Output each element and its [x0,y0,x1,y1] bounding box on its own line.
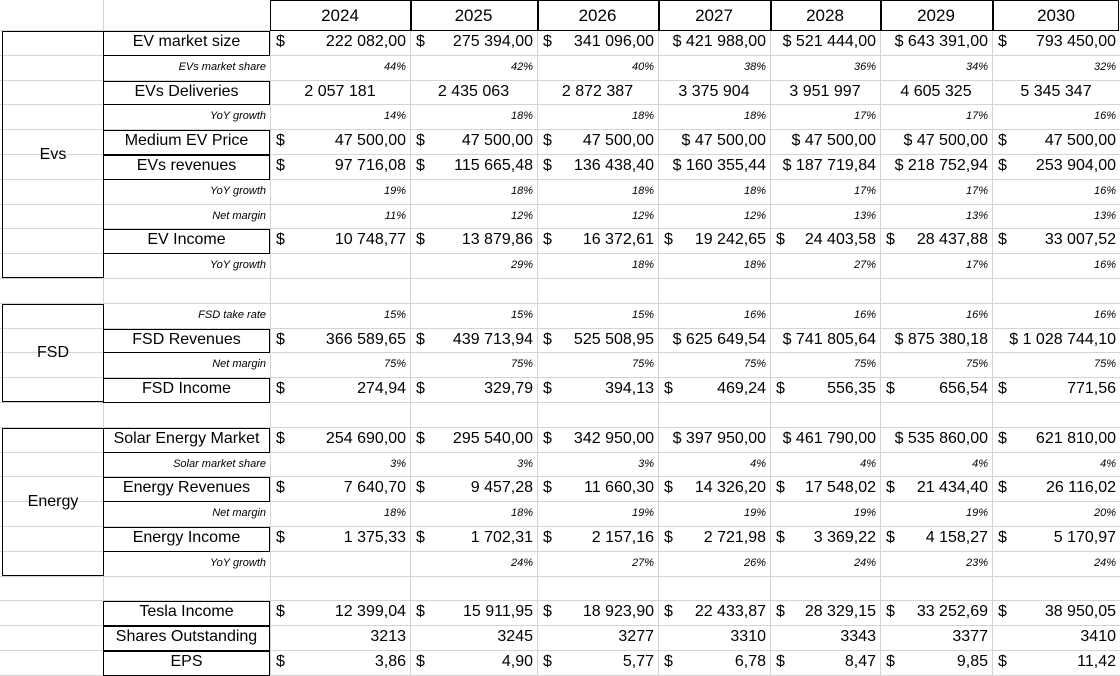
cell-energy_income-2027: 2 721,98 [703,529,766,546]
dollar-sign: $ [886,380,895,398]
cell-fsd_net_margin-2025: 75% [510,358,533,371]
year-2030: 2030 [1037,6,1075,25]
cell-fsd_net_margin-2027: 75% [743,358,766,371]
row-label-fsd_revenues: FSD Revenues [132,330,241,348]
dollar-sign: $ [998,132,1007,150]
cell-evs_market_share-2027: 38% [743,60,766,73]
cell-evs_net_margin-2029: 13% [965,209,988,222]
dollar-sign: $ [543,380,552,398]
year-2026: 2026 [578,6,617,25]
row-label-evs_yoy_1: YoY growth [209,110,266,123]
cell-energy_revenues-2026: 11 660,30 [584,479,654,497]
cell-evs_yoy_2-2026: 18% [631,184,654,197]
cell-energy_yoy-2029: 23% [965,556,988,569]
cell-solar_market_share-2027: 4% [750,457,766,470]
cell-shares_outstanding-2028: 3343 [840,628,876,646]
cell-solar_energy_market-2024: 254 690,00 [325,429,406,447]
cell-fsd_net_margin-2028: 75% [853,358,876,371]
cell-evs_revenues-2028: $ 187 719,84 [782,157,876,174]
dollar-sign: $ [776,529,785,546]
cell-ev_market_size-2026: 341 096,00 [573,33,654,50]
cell-ev_income_yoy-2027: 18% [743,259,766,272]
row-label-evs_net_margin: Net margin [212,209,266,222]
cell-solar_market_share-2029: 4% [972,457,988,470]
cell-evs_market_share-2024: 44% [383,60,406,73]
cell-fsd_income-2029: 656,54 [939,380,988,398]
cell-evs_yoy_1-2027: 18% [743,110,766,123]
cell-evs_yoy_1-2028: 17% [853,110,876,123]
cell-evs_deliveries-2030: 5 345 347 [1020,82,1092,100]
dollar-sign: $ [276,157,285,174]
dollar-sign: $ [776,231,785,249]
cell-energy_net_margin-2027: 19% [743,507,766,520]
cell-energy_income-2026: 2 157,16 [591,529,654,546]
cell-shares_outstanding-2030: 3410 [1080,628,1116,646]
cell-evs_revenues-2026: 136 438,40 [573,157,654,174]
year-divider [537,0,539,31]
row-label-energy_income: Energy Income [132,529,241,546]
dollar-sign: $ [998,157,1007,174]
dollar-sign: $ [416,603,425,621]
row-label-energy_net_margin: Net margin [212,507,266,520]
cell-energy_yoy-2030: 24% [1093,556,1116,569]
dollar-sign: $ [416,231,425,249]
cell-fsd_net_margin-2024: 75% [383,358,406,371]
dollar-sign: $ [276,479,285,497]
cell-eps-2027: 6,78 [734,653,766,670]
cell-shares_outstanding-2027: 3310 [730,628,766,646]
dollar-sign: $ [886,603,895,621]
cell-evs_net_margin-2027: 12% [743,209,766,222]
year-divider [880,0,882,31]
year-divider [992,0,994,31]
cell-eps-2026: 5,77 [622,653,654,670]
dollar-sign: $ [998,380,1007,398]
cell-evs_deliveries-2028: 3 951 997 [789,82,861,100]
dollar-sign: $ [886,231,895,249]
cell-evs_revenues-2024: 97 716,08 [334,157,406,174]
cell-energy_income-2028: 3 369,22 [813,529,876,546]
cell-ev_income-2026: 16 372,61 [582,231,654,249]
cell-ev_market_size-2030: 793 450,00 [1035,33,1116,50]
dollar-sign: $ [543,529,552,546]
cell-evs_yoy_2-2025: 18% [510,184,533,197]
cell-energy_yoy-2028: 24% [853,556,876,569]
cell-fsd_revenues-2028: $ 741 805,64 [782,330,876,348]
cell-evs_yoy_2-2029: 17% [965,184,988,197]
cell-evs_net_margin-2030: 13% [1093,209,1116,222]
cell-fsd_revenues-2024: 366 589,65 [325,330,406,348]
row-label-ev_income: EV Income [147,231,226,249]
cell-ev_market_size-2029: $ 643 391,00 [894,33,988,50]
cell-medium_ev_price-2026: 47 500,00 [582,132,654,150]
cell-ev_income_yoy-2024 [270,253,410,278]
cell-energy_net_margin-2029: 19% [965,507,988,520]
cell-evs_yoy_1-2026: 18% [631,110,654,123]
row-label-energy_yoy: YoY growth [209,556,266,569]
cell-ev_market_size-2027: $ 421 988,00 [672,33,766,50]
dollar-sign: $ [543,653,552,670]
year-divider [658,0,660,31]
cell-ev_income_yoy-2026: 18% [631,259,654,272]
dollar-sign: $ [998,429,1007,447]
cell-evs_revenues-2030: 253 904,00 [1035,157,1116,174]
row-label-fsd_take_rate: FSD take rate [198,308,266,321]
row-label-solar_market_share: Solar market share [173,457,266,470]
cell-ev_market_size-2028: $ 521 444,00 [782,33,876,50]
cell-fsd_revenues-2030: $ 1 028 744,10 [1009,330,1116,348]
row-label-evs_yoy_2: YoY growth [209,184,266,197]
cell-ev_income_yoy-2028: 27% [853,259,876,272]
cell-solar_market_share-2026: 3% [638,457,654,470]
cell-tesla_income-2030: 38 950,05 [1044,603,1116,621]
cell-fsd_take_rate-2030: 16% [1093,308,1116,321]
row-label-shares_outstanding: Shares Outstanding [115,628,258,646]
cell-ev_income-2025: 13 879,86 [461,231,533,249]
dollar-sign: $ [543,429,552,447]
cell-energy_yoy-2026: 27% [631,556,654,569]
dollar-sign: $ [664,231,673,249]
cell-fsd_revenues-2029: $ 875 380,18 [894,330,988,348]
cell-evs_deliveries-2025: 2 435 063 [437,82,510,100]
cell-tesla_income-2029: 33 252,69 [916,603,988,621]
dollar-sign: $ [416,429,425,447]
row-label-tesla_income: Tesla Income [139,603,234,621]
row-label-ev_market_size: EV market size [132,33,241,50]
cell-medium_ev_price-2027: $ 47 500,00 [681,132,766,150]
year-2027: 2027 [695,6,733,25]
cell-fsd_income-2030: 771,56 [1067,380,1116,398]
dollar-sign: $ [886,479,895,497]
cell-evs_yoy_1-2025: 18% [510,110,533,123]
dollar-sign: $ [998,529,1007,546]
dollar-sign: $ [776,479,785,497]
cell-evs_market_share-2029: 34% [965,60,988,73]
cell-shares_outstanding-2024: 3213 [370,628,406,646]
dollar-sign: $ [998,231,1007,249]
cell-solar_market_share-2024: 3% [390,457,406,470]
cell-evs_deliveries-2026: 2 872 387 [561,82,634,100]
row-label-medium_ev_price: Medium EV Price [124,132,249,150]
cell-eps-2025: 4,90 [501,653,533,670]
row-label-ev_income_yoy: YoY growth [209,259,266,272]
cell-energy_income-2030: 5 170,97 [1053,529,1116,546]
dollar-sign: $ [416,529,425,546]
row-label-solar_energy_market: Solar Energy Market [113,429,260,447]
dollar-sign: $ [998,479,1007,497]
dollar-sign: $ [416,132,425,150]
cell-medium_ev_price-2025: 47 500,00 [461,132,533,150]
cell-energy_revenues-2028: 17 548,02 [804,479,876,497]
cell-medium_ev_price-2024: 47 500,00 [334,132,406,150]
dollar-sign: $ [998,653,1007,670]
dollar-sign: $ [664,603,673,621]
cell-fsd_revenues-2025: 439 713,94 [452,330,533,348]
cell-energy_yoy-2027: 26% [743,556,766,569]
cell-energy_revenues-2030: 26 116,02 [1046,479,1116,497]
cell-energy_net_margin-2030: 20% [1093,507,1116,520]
cell-evs_revenues-2029: $ 218 752,94 [894,157,988,174]
dollar-sign: $ [416,653,425,670]
year-2028: 2028 [806,6,844,25]
cell-evs_revenues-2027: $ 160 355,44 [672,157,766,174]
cell-evs_yoy_1-2030: 16% [1093,110,1116,123]
cell-energy_net_margin-2028: 19% [853,507,876,520]
cell-ev_market_size-2025: 275 394,00 [452,33,533,50]
cell-fsd_take_rate-2024: 15% [383,308,406,321]
cell-evs_market_share-2026: 40% [631,60,654,73]
cell-evs_deliveries-2029: 4 605 325 [900,82,972,100]
cell-shares_outstanding-2025: 3245 [497,628,533,646]
dollar-sign: $ [276,33,285,50]
section-evs: Evs [2,31,104,278]
cell-medium_ev_price-2029: $ 47 500,00 [903,132,988,150]
cell-energy_income-2025: 1 702,31 [470,529,533,546]
cell-medium_ev_price-2028: $ 47 500,00 [791,132,876,150]
cell-fsd_take_rate-2028: 16% [853,308,876,321]
cell-ev_income-2029: 28 437,88 [916,231,988,249]
year-divider [770,0,772,31]
cell-solar_market_share-2025: 3% [517,457,533,470]
cell-medium_ev_price-2030: 47 500,00 [1044,132,1116,150]
gridline-h [0,576,1120,577]
year-divider [410,0,412,31]
cell-evs_net_margin-2025: 12% [510,209,533,222]
cell-fsd_net_margin-2030: 75% [1093,358,1116,371]
dollar-sign: $ [276,231,285,249]
cell-solar_market_share-2030: 4% [1100,457,1116,470]
cell-tesla_income-2026: 18 923,90 [582,603,654,621]
row-label-evs_market_share: EVs market share [178,60,266,73]
cell-fsd_net_margin-2029: 75% [965,358,988,371]
row-label-energy_revenues: Energy Revenues [122,479,251,497]
cell-solar_energy_market-2027: $ 397 950,00 [672,429,766,447]
cell-ev_market_size-2024: 222 082,00 [325,33,406,50]
cell-tesla_income-2025: 15 911,95 [463,603,533,621]
dollar-sign: $ [416,330,425,348]
dollar-sign: $ [416,479,425,497]
cell-eps-2024: 3,86 [374,653,406,670]
year-2029: 2029 [917,6,955,25]
dollar-sign: $ [776,603,785,621]
cell-shares_outstanding-2026: 3277 [618,628,654,646]
dollar-sign: $ [664,479,673,497]
cell-eps-2030: 11,42 [1077,653,1116,670]
cell-fsd_income-2025: 329,79 [484,380,533,398]
cell-ev_income_yoy-2025: 29% [510,259,533,272]
dollar-sign: $ [776,653,785,670]
cell-eps-2029: 9,85 [956,653,988,670]
cell-energy_yoy-2024 [270,551,410,576]
cell-evs_deliveries-2027: 3 375 904 [678,82,750,100]
row-label-evs_revenues: EVs revenues [136,157,237,174]
dollar-sign: $ [416,33,425,50]
dollar-sign: $ [276,529,285,546]
cell-evs_yoy_2-2024: 19% [383,184,406,197]
cell-fsd_take_rate-2026: 15% [631,308,654,321]
cell-evs_net_margin-2028: 13% [853,209,876,222]
dollar-sign: $ [886,529,895,546]
cell-evs_market_share-2025: 42% [510,60,533,73]
dollar-sign: $ [543,603,552,621]
dollar-sign: $ [664,529,673,546]
cell-evs_market_share-2030: 32% [1093,60,1116,73]
year-2024: 2024 [321,6,359,25]
dollar-sign: $ [276,132,285,150]
cell-fsd_take_rate-2029: 16% [965,308,988,321]
cell-fsd_income-2028: 556,35 [827,380,876,398]
cell-evs_net_margin-2024: 11% [384,209,406,222]
section-fsd: FSD [2,304,104,402]
cell-shares_outstanding-2029: 3377 [952,628,988,646]
cell-evs_market_share-2028: 36% [853,60,876,73]
dollar-sign: $ [776,380,785,398]
dollar-sign: $ [543,157,552,174]
cell-energy_revenues-2025: 9 457,28 [470,479,533,497]
cell-energy_yoy-2025: 24% [510,556,533,569]
dollar-sign: $ [416,380,425,398]
cell-solar_energy_market-2028: $ 461 790,00 [782,429,876,447]
dollar-sign: $ [543,330,552,348]
cell-fsd_income-2026: 394,13 [605,380,654,398]
cell-energy_income-2029: 4 158,27 [925,529,988,546]
dollar-sign: $ [543,33,552,50]
cell-solar_energy_market-2029: $ 535 860,00 [894,429,988,447]
cell-evs_yoy_1-2024: 14% [383,110,406,123]
cell-tesla_income-2024: 12 399,04 [334,603,406,621]
dollar-sign: $ [664,380,673,398]
dollar-sign: $ [416,157,425,174]
dollar-sign: $ [543,479,552,497]
cell-solar_market_share-2028: 4% [860,457,876,470]
gridline-h [0,278,1120,279]
dollar-sign: $ [276,380,285,398]
cell-energy_net_margin-2026: 19% [631,507,654,520]
cell-evs_yoy_1-2029: 17% [965,110,988,123]
row-label-fsd_net_margin: Net margin [212,358,266,371]
dollar-sign: $ [276,330,285,348]
row-label-evs_deliveries: EVs Deliveries [134,82,239,100]
cell-fsd_revenues-2026: 525 508,95 [573,330,654,348]
cell-evs_net_margin-2026: 12% [631,209,654,222]
cell-ev_income-2030: 33 007,52 [1044,231,1116,249]
cell-ev_income-2028: 24 403,58 [804,231,876,249]
dollar-sign: $ [998,33,1007,50]
cell-ev_income_yoy-2029: 17% [965,259,988,272]
cell-evs_revenues-2025: 115 665,48 [454,157,533,174]
cell-fsd_net_margin-2026: 75% [631,358,654,371]
cell-evs_deliveries-2024: 2 057 181 [304,82,376,100]
section-energy: Energy [2,428,104,576]
cell-energy_net_margin-2024: 18% [383,507,406,520]
dollar-sign: $ [276,653,285,670]
cell-solar_energy_market-2026: 342 950,00 [573,429,654,447]
cell-ev_income_yoy-2030: 16% [1093,259,1116,272]
year-2025: 2025 [454,6,493,25]
cell-solar_energy_market-2025: 295 540,00 [452,429,533,447]
dollar-sign: $ [664,653,673,670]
cell-tesla_income-2028: 28 329,15 [804,603,876,621]
cell-energy_revenues-2029: 21 434,40 [916,479,988,497]
cell-evs_yoy_2-2030: 16% [1093,184,1116,197]
cell-solar_energy_market-2030: 621 810,00 [1035,429,1116,447]
cell-energy_net_margin-2025: 18% [510,507,533,520]
cell-energy_revenues-2027: 14 326,20 [694,479,766,497]
cell-evs_yoy_2-2027: 18% [743,184,766,197]
cell-evs_yoy_2-2028: 17% [853,184,876,197]
cell-fsd_revenues-2027: $ 625 649,54 [672,330,766,348]
cell-fsd_take_rate-2027: 16% [743,308,766,321]
row-label-eps: EPS [170,653,203,670]
cell-eps-2028: 8,47 [844,653,876,670]
dollar-sign: $ [543,231,552,249]
dollar-sign: $ [276,429,285,447]
dollar-sign: $ [276,603,285,621]
cell-ev_income-2027: 19 242,65 [694,231,766,249]
cell-fsd_take_rate-2025: 15% [510,308,533,321]
dollar-sign: $ [886,653,895,670]
cell-tesla_income-2027: 22 433,87 [694,603,766,621]
row-label-fsd_income: FSD Income [142,380,231,398]
cell-fsd_income-2024: 274,94 [357,380,406,398]
cell-energy_income-2024: 1 375,33 [343,529,406,546]
dollar-sign: $ [543,132,552,150]
cell-ev_income-2024: 10 748,77 [334,231,406,249]
dollar-sign: $ [998,603,1007,621]
cell-energy_revenues-2024: 7 640,70 [343,479,406,497]
cell-fsd_income-2027: 469,24 [717,380,766,398]
